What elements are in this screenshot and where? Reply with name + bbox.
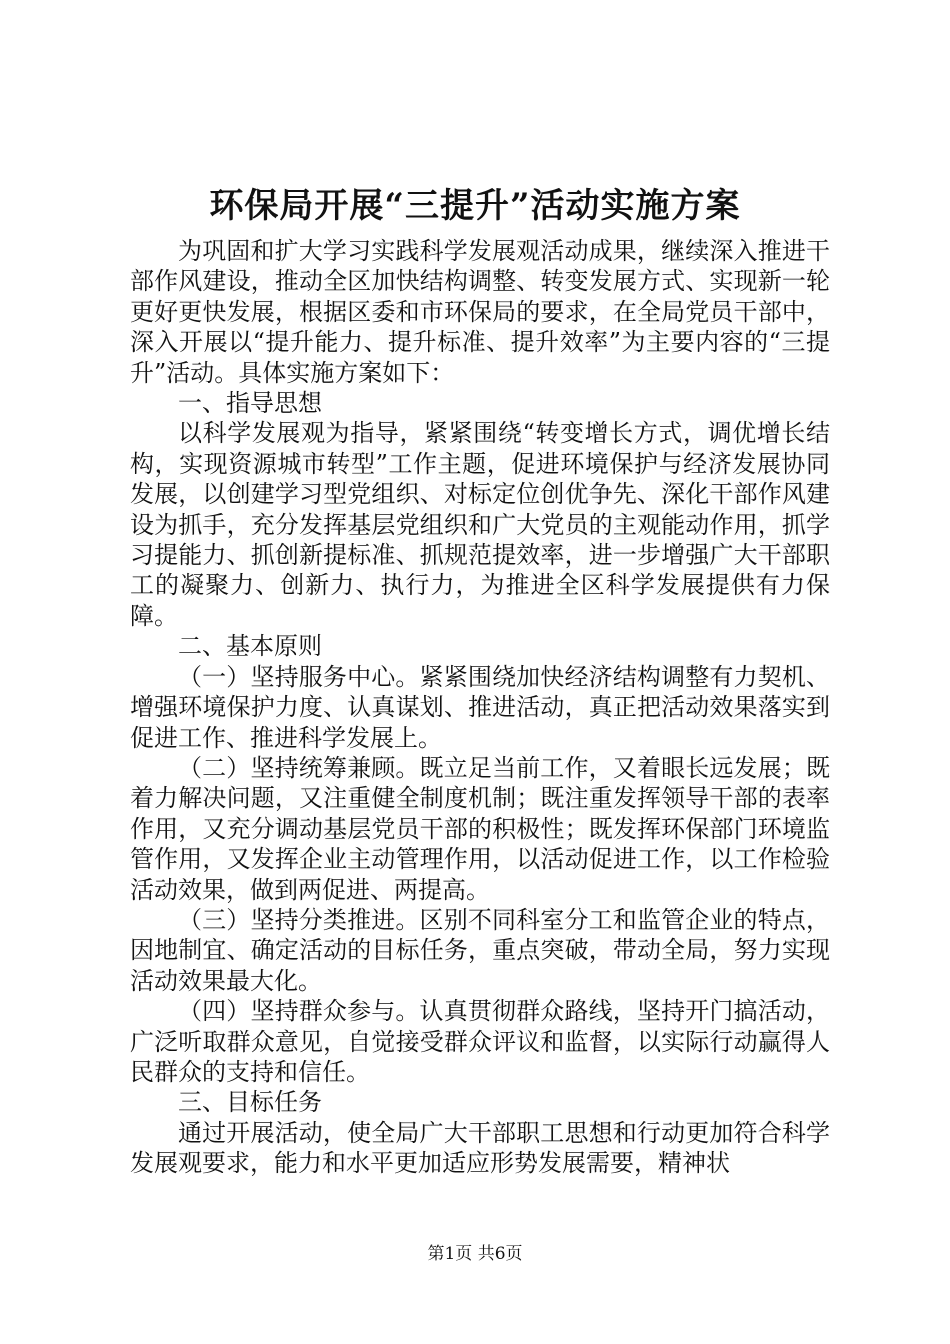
- section-heading-objectives: 三、目标任务: [178, 1088, 322, 1117]
- paragraph-principle-2: （二）坚持统筹兼顾。既立足当前工作，又着眼长远发展；既着力解决问题，又注重健全制度机制；既注重发挥领导干部的表率作用，又充分调动基层党员干部的积极性；既发挥环保部门环境监管作用，又发挥企业主动管理作用，以活动促进工作，以工作检验活动效果，做到两促进、两提高。: [130, 753, 830, 904]
- paragraph-principle-1: （一）坚持服务中心。紧紧围绕加快经济结构调整有力契机、增强环境保护力度、认真谋划、推进活动，真正把活动效果落实到促进工作、推进科学发展上。: [130, 662, 830, 752]
- paragraph-intro: 为巩固和扩大学习实践科学发展观活动成果，继续深入推进干部作风建设，推动全区加快结构调整、转变发展方式、实现新一轮更好更快发展，根据区委和市环保局的要求，在全局党员干部中，深入开展以“提升能力、提升标准、提升效率”为主要内容的“三提升”活动。具体实施方案如下：: [130, 237, 830, 387]
- section-heading-guiding-thought: 一、指导思想: [178, 389, 322, 418]
- document-title: 环保局开展“三提升”活动实施方案: [209, 186, 741, 226]
- paragraph-guiding-thought: 以科学发展观为指导，紧紧围绕“转变增长方式，调优增长结构，实现资源城市转型”工作主题，促进环境保护与经济发展协同发展，以创建学习型党组织、对标定位创优争先、深化干部作风建设为抓手，充分发挥基层党组织和广大党员的主观能动作用，抓学习提能力、抓创新提标准、抓规范提效率，进一步增强广大干部职工的凝聚力、创新力、执行力，为推进全区科学发展提供有力保障。: [130, 419, 830, 630]
- paragraph-principle-3: （三）坚持分类推进。区别不同科室分工和监管企业的特点，因地制宜、确定活动的目标任务，重点突破，带动全局，努力实现活动效果最大化。: [130, 905, 830, 995]
- paragraph-objectives: 通过开展活动，使全局广大干部职工思想和行动更加符合科学发展观要求，能力和水平更加适应形势发展需要，精神状: [130, 1118, 830, 1178]
- section-heading-basic-principles: 二、基本原则: [178, 632, 322, 661]
- paragraph-principle-4: （四）坚持群众参与。认真贯彻群众路线，坚持开门搞活动，广泛听取群众意见，自觉接受群众评议和监督，以实际行动赢得人民群众的支持和信任。: [130, 997, 830, 1086]
- page-number-footer: 第1页 共6页: [427, 1244, 523, 1264]
- document-body: [130, 236, 830, 1179]
